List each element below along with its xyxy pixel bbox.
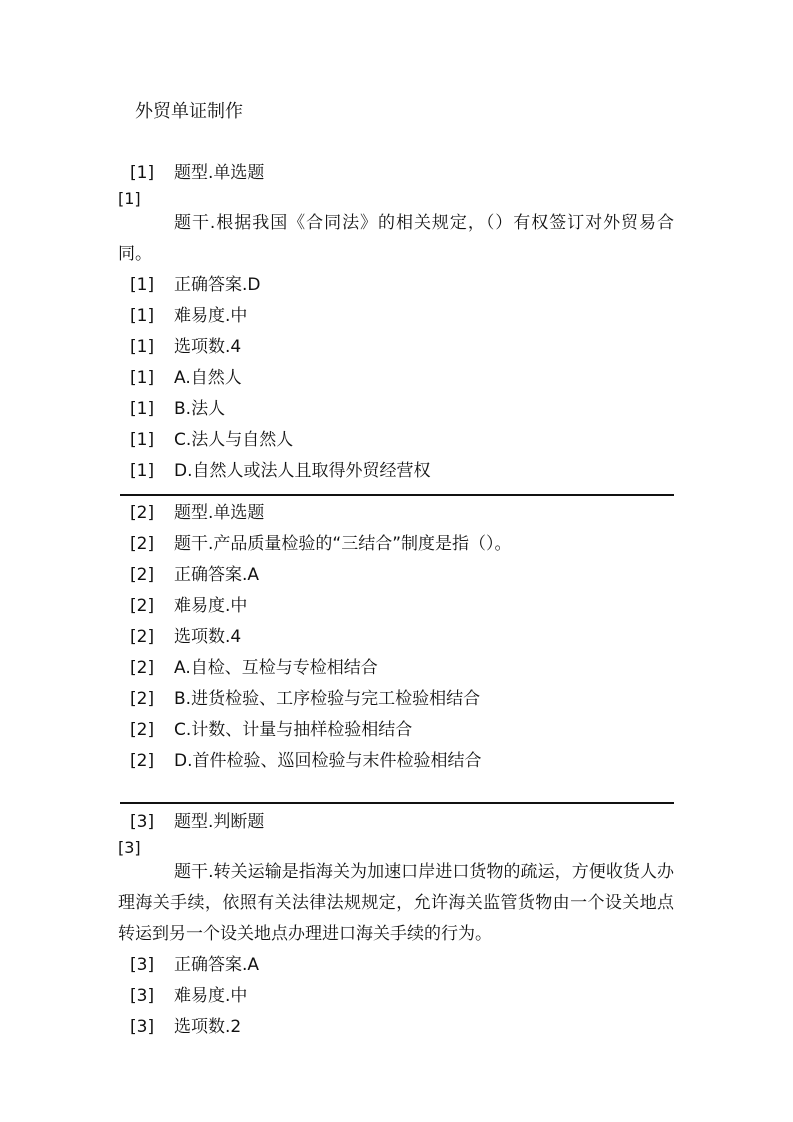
question-stem: 题干.转关运输是指海关为加速口岸进口货物的疏运，方便收货人办理海关手续，依照有关法律法规规定，允许海关监管货物由一个设关地点转运到另一个设关地点办理进口海关手续的行为。 xyxy=(118,862,674,944)
option-line xyxy=(118,684,674,715)
option-c: C.计数、计量与抽样检验相结合 xyxy=(174,720,413,740)
question-stem-line xyxy=(118,189,674,270)
question-number: [2] xyxy=(130,689,155,709)
difficulty-line xyxy=(118,591,674,622)
question-type-line xyxy=(118,158,674,189)
option-line xyxy=(118,746,674,777)
answer-line xyxy=(118,270,674,301)
option-b: B.法人 xyxy=(174,399,226,419)
option-line xyxy=(118,394,674,425)
question-number: [2] xyxy=(130,751,155,771)
question-number: [1] xyxy=(118,189,141,208)
question-block xyxy=(118,158,674,487)
question-number: [2] xyxy=(130,658,155,678)
question-block xyxy=(118,498,674,777)
question-block xyxy=(118,807,674,1043)
option-line xyxy=(118,456,674,487)
question-number: [1] xyxy=(130,275,155,295)
option-a: A.自然人 xyxy=(174,368,242,388)
option-b: B.进货检验、工序检验与完工检验相结合 xyxy=(174,689,481,709)
correct-answer: 正确答案.A xyxy=(174,955,260,975)
difficulty-line xyxy=(118,981,674,1012)
option-a: A.自检、互检与专检相结合 xyxy=(174,658,378,678)
question-separator xyxy=(120,494,674,496)
question-stem-line xyxy=(118,529,674,560)
option-line xyxy=(118,425,674,456)
question-number: [3] xyxy=(130,955,155,975)
document-title: 外贸单证制作 xyxy=(135,101,243,122)
option-c: C.法人与自然人 xyxy=(174,430,294,450)
difficulty-line xyxy=(118,301,674,332)
question-number: [1] xyxy=(130,461,155,481)
question-number: [1] xyxy=(130,399,155,419)
question-number: [1] xyxy=(130,337,155,357)
question-stem-line xyxy=(118,838,674,950)
question-number: [2] xyxy=(130,565,155,585)
difficulty: 难易度.中 xyxy=(174,596,248,616)
option-count-line xyxy=(118,1012,674,1043)
question-number: [1] xyxy=(130,163,155,183)
question-type-line xyxy=(118,498,674,529)
option-count: 选项数.2 xyxy=(174,1017,242,1037)
question-separator xyxy=(120,802,674,804)
option-d: D.首件检验、巡回检验与末件检验相结合 xyxy=(174,751,482,771)
question-stem: 题干.根据我国《合同法》的相关规定，（）有权签订对外贸易合同。 xyxy=(118,213,674,264)
question-number: [2] xyxy=(130,503,155,523)
correct-answer: 正确答案.D xyxy=(174,275,261,295)
question-type: 题型.单选题 xyxy=(174,503,265,523)
option-line xyxy=(118,363,674,394)
option-line xyxy=(118,653,674,684)
question-number: [2] xyxy=(130,627,155,647)
question-number: [3] xyxy=(130,1017,155,1037)
question-number: [1] xyxy=(130,306,155,326)
question-number: [1] xyxy=(130,368,155,388)
option-line xyxy=(118,715,674,746)
question-type: 题型.判断题 xyxy=(174,812,265,832)
question-number: [2] xyxy=(130,534,155,554)
question-type-line xyxy=(118,807,674,838)
question-number: [3] xyxy=(130,812,155,832)
question-stem: 题干.产品质量检验的“三结合”制度是指（）。 xyxy=(174,534,512,554)
correct-answer: 正确答案.A xyxy=(174,565,260,585)
option-count: 选项数.4 xyxy=(174,337,242,357)
question-number: [1] xyxy=(130,430,155,450)
question-type: 题型.单选题 xyxy=(174,163,265,183)
option-count-line xyxy=(118,332,674,363)
question-number: [2] xyxy=(130,720,155,740)
difficulty: 难易度.中 xyxy=(174,306,248,326)
option-count-line xyxy=(118,622,674,653)
difficulty: 难易度.中 xyxy=(174,986,248,1006)
option-count: 选项数.4 xyxy=(174,627,242,647)
question-number: [2] xyxy=(130,596,155,616)
answer-line xyxy=(118,560,674,591)
question-number: [3] xyxy=(118,838,141,857)
question-number: [3] xyxy=(130,986,155,1006)
answer-line xyxy=(118,950,674,981)
option-d: D.自然人或法人且取得外贸经营权 xyxy=(174,461,431,481)
